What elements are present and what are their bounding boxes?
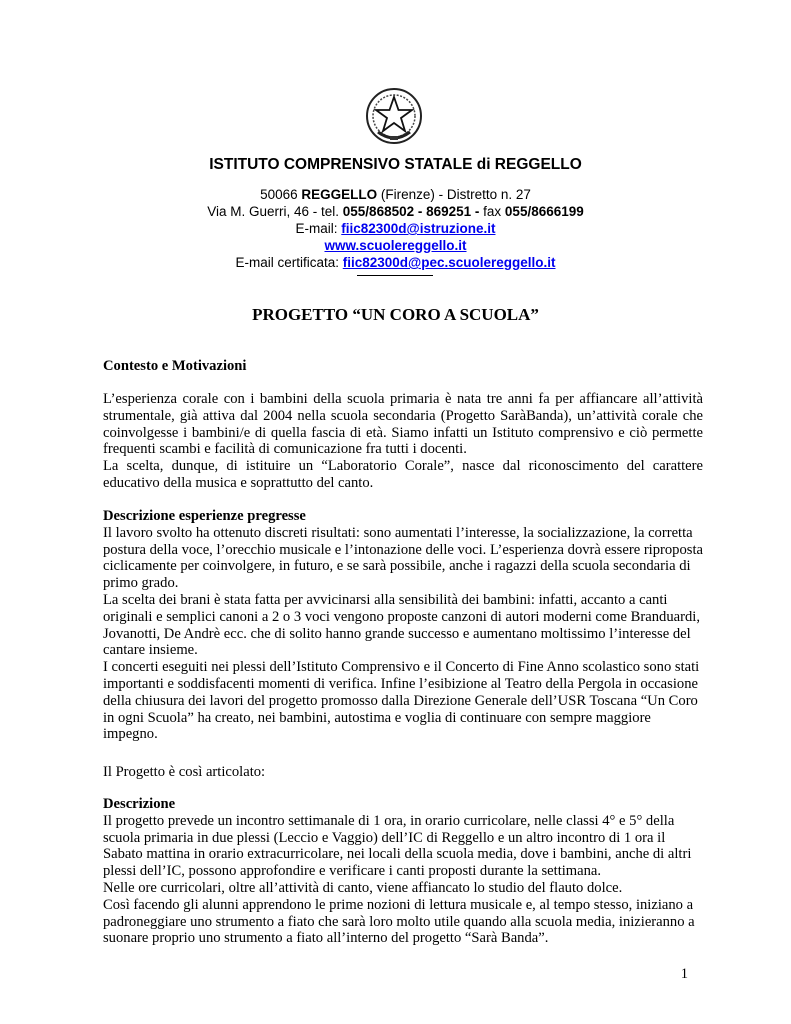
pregresse-paragraph-1: Il lavoro svolto ha ottenuto discreti risultati: sono aumentati l’interesse, la socializzazione, la corretta postura della voce, l’orecchio musicale e l’intonazione delle voci. L’esperienza dovrà essere riproposta ciclicamente per coinvolgere, in futuro, e se sarà possibile, anche i ragazzi della scuola secondaria di primo grado.: [103, 524, 703, 592]
project-title: PROGETTO “UN CORO A SCUOLA”: [252, 305, 539, 324]
website-line: [0, 237, 791, 254]
pec-line: E-mail certificata: fiic82300d@pec.scuolereggello.it: [235, 255, 556, 270]
section-contesto: [103, 358, 703, 375]
email-link[interactable]: fiic82300d@istruzione.it: [341, 221, 496, 236]
descrizione-heading: Descrizione: [103, 796, 176, 812]
pec-link[interactable]: fiic82300d@pec.scuolereggello.it: [342, 255, 556, 270]
pregresse-heading: Descrizione esperienze pregresse: [103, 508, 306, 524]
website-link[interactable]: www.scuolereggello.it: [324, 238, 467, 253]
articolato-text: Il Progetto è così articolato:: [103, 764, 266, 780]
header-divider: [357, 275, 433, 276]
articolato-line: [103, 764, 703, 781]
email-line: E-mail: fiic82300d@istruzione.it: [295, 221, 496, 236]
contesto-paragraph-1: L’esperienza corale con i bambini della scuola primaria è nata tre anni fa per affiancare all’attività strumentale, già attiva dal 2004 nella scuola secondaria (Progetto SaràBanda), un’attività corale che coinvolgesse i bambini/e di quella fascia di età. Siamo infatti un Istituto comprensivo e ciò permette frequenti scambi e facilità di comunicazione fra tutti i docenti.: [103, 391, 703, 458]
contesto-text: [103, 391, 703, 492]
contesto-heading: Contesto e Motivazioni: [103, 358, 247, 374]
contact-line: Via M. Guerri, 46 - tel. 055/868502 - 869251 - fax 055/8666199: [207, 204, 584, 219]
school-name: ISTITUTO COMPRENSIVO STATALE di REGGELLO: [209, 156, 582, 173]
contesto-paragraph-2: La scelta, dunque, di istituire un “Laboratorio Corale”, nasce dal riconoscimento del carattere educativo della musica e soprattutto del canto.: [103, 458, 703, 491]
descrizione-paragraph-1: Il progetto prevede un incontro settimanale di 1 ora, in orario curricolare, nelle classi 4° e 5° della scuola primaria in due plessi (Leccio e Vaggio) dell’IC di Reggello e un altro incontro di 1 ora il Sabato mattina in orario extracurricolare, nei locali della scuola media, dove i bambini, anche di altri plessi dell’IC, possono approfondire e verificare i canti proposti durante la settimana.: [103, 812, 692, 880]
section-descrizione: [103, 796, 703, 947]
italian-republic-emblem-icon: [364, 86, 424, 146]
descrizione-paragraph-2: Nelle ore curricolari, oltre all’attività di canto, viene affiancato lo studio del flauto dolce.: [103, 879, 623, 896]
page-number: 1: [680, 966, 688, 982]
section-pregresse: [103, 508, 703, 743]
descrizione-paragraph-3: Così facendo gli alunni apprendono le prime nozioni di lettura musicale e, al tempo stesso, iniziano a padroneggiare uno strumento a fiato che sarà loro molto utile quando alla scuola media, inizieranno a suonare proprio uno strumento a fiato all’interno del progetto “Sarà Banda”.: [103, 896, 695, 947]
pregresse-paragraph-2: La scelta dei brani è stata fatta per avvicinarsi alla sensibilità dei bambini: infatti, accanto a canti originali e semplici canoni a 2 o 3 voci vengono proposte canzoni di autori moderni come Branduardi, Jovanotti, De Andrè ecc. che di solito hanno grande successo e aumentano moltissimo l’interesse del cantare insieme.: [103, 591, 700, 659]
pregresse-paragraph-3: I concerti eseguiti nei plessi dell’Istituto Comprensivo e il Concerto di Fine Anno scolastico sono stati importanti e soddisfacenti momenti di verifica. Infine l’esibizione al Teatro della Pergola in occasione della chiusura dei lavori del progetto promosso dalla Direzione Generale dell’USR Toscana “Un Coro in ogni Scuola” ha creato, nei bambini, autostima e voglia di continuare con sempre maggiore impegno.: [103, 659, 700, 743]
address-line: 50066 REGGELLO (Firenze) - Distretto n. 27: [260, 187, 531, 202]
